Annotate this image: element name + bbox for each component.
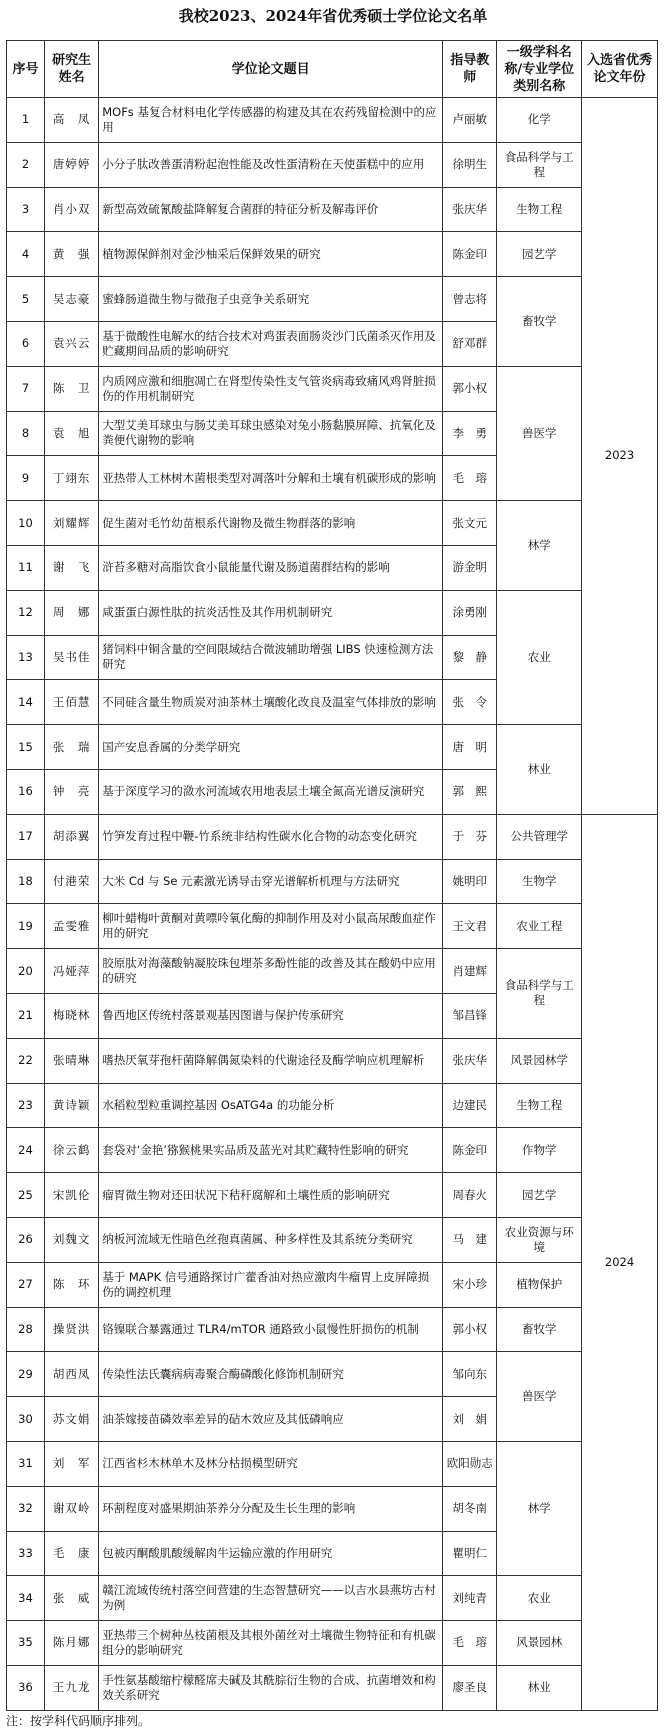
student-name: 谢双岭 — [44, 1486, 98, 1531]
row-index: 26 — [7, 1217, 45, 1262]
advisor-name: 黎 静 — [443, 635, 497, 680]
row-index: 2 — [7, 142, 45, 187]
thesis-title: 亚热带三个树种丛枝菌根及其根外菌丝对土壤微生物特征和有机碳组分的影响研究 — [99, 1621, 443, 1666]
student-name: 陈 卫 — [44, 366, 98, 411]
student-name: 张晴琳 — [44, 1038, 98, 1083]
row-index: 35 — [7, 1621, 45, 1666]
row-index: 32 — [7, 1486, 45, 1531]
col-header-index: 序号 — [7, 41, 45, 98]
row-index: 23 — [7, 1083, 45, 1128]
row-index: 24 — [7, 1128, 45, 1173]
row-index: 20 — [7, 949, 45, 994]
row-index: 16 — [7, 769, 45, 814]
row-index: 29 — [7, 1352, 45, 1397]
thesis-title: 基于 MAPK 信号通路探讨广藿香油对热应激肉牛瘤胃上皮屏障损伤的调控机理 — [99, 1262, 443, 1307]
thesis-title: 鲁西地区传统村落景观基因图谱与保护传承研究 — [99, 993, 443, 1038]
row-index: 30 — [7, 1397, 45, 1442]
page-title: 我校2023、2024年省优秀硕士学位论文名单 — [178, 7, 488, 25]
thesis-title: 传染性法氏囊病病毒聚合酶磷酸化修饰机制研究 — [99, 1352, 443, 1397]
thesis-title: 亚热带人工林树木菌根类型对凋落叶分解和土壤有机碳形成的影响 — [99, 456, 443, 501]
discipline-cell: 植物保护 — [497, 1262, 582, 1307]
table-row — [7, 1665, 658, 1710]
discipline-cell: 生物学 — [497, 859, 582, 904]
student-name: 丁翊东 — [44, 456, 98, 501]
table-row — [7, 1441, 658, 1486]
thesis-title: 植物源保鲜剂对金沙柚采后保鲜效果的研究 — [99, 232, 443, 277]
thesis-title: 铬镍联合暴露通过 TLR4/mTOR 通路致小鼠慢性肝损伤的机制 — [99, 1307, 443, 1352]
advisor-name: 李 勇 — [443, 411, 497, 456]
thesis-title: 水稻粒型粒重调控基因 OsATG4a 的功能分析 — [99, 1083, 443, 1128]
table-row — [7, 859, 658, 904]
student-name: 高 凤 — [44, 98, 98, 143]
advisor-name: 边建民 — [443, 1083, 497, 1128]
col-header-year: 入选省优秀论文年份 — [582, 41, 658, 98]
table-row — [7, 1038, 658, 1083]
thesis-title: 手性氨基酸缩柠檬醛席夫碱及其酰腙衍生物的合成、抗菌增效和构效关系研究 — [99, 1665, 443, 1710]
discipline-cell: 兽医学 — [497, 366, 582, 500]
student-name: 陈月娜 — [44, 1621, 98, 1666]
advisor-name: 廖圣良 — [443, 1665, 497, 1710]
student-name: 陈 环 — [44, 1262, 98, 1307]
thesis-title: 环割程度对盛果期油茶养分分配及生长生理的影响 — [99, 1486, 443, 1531]
discipline-cell: 生物工程 — [497, 1083, 582, 1128]
student-name: 胡添翼 — [44, 814, 98, 859]
thesis-title: 浒苔多糖对高脂饮食小鼠能量代谢及肠道菌群结构的影响 — [99, 545, 443, 590]
student-name: 付港荣 — [44, 859, 98, 904]
thesis-title: 瘤胃微生物对还田状况下秸秆腐解和土壤性质的影响研究 — [99, 1173, 443, 1218]
row-index: 7 — [7, 366, 45, 411]
row-index: 6 — [7, 321, 45, 366]
table-row — [7, 366, 658, 411]
thesis-table — [6, 40, 658, 1711]
row-index: 1 — [7, 98, 45, 143]
advisor-name: 陈金印 — [443, 232, 497, 277]
student-name: 黄 强 — [44, 232, 98, 277]
row-index: 22 — [7, 1038, 45, 1083]
table-row — [7, 1173, 658, 1218]
discipline-cell: 畜牧学 — [497, 277, 582, 367]
student-name: 冯娅萍 — [44, 949, 98, 994]
row-index: 4 — [7, 232, 45, 277]
student-name: 毛 康 — [44, 1531, 98, 1576]
advisor-name: 刘纯青 — [443, 1576, 497, 1621]
row-index: 27 — [7, 1262, 45, 1307]
row-index: 9 — [7, 456, 45, 501]
student-name: 刘魏文 — [44, 1217, 98, 1262]
table-row — [7, 1307, 658, 1352]
advisor-name: 郭 熙 — [443, 769, 497, 814]
row-index: 36 — [7, 1665, 45, 1710]
col-header-advisor: 指导教师 — [443, 41, 497, 98]
table-row — [7, 1576, 658, 1621]
student-name: 王佰慧 — [44, 680, 98, 725]
row-index: 18 — [7, 859, 45, 904]
thesis-title: 江西省杉木林单木及林分枯损模型研究 — [99, 1441, 443, 1486]
row-index: 19 — [7, 904, 45, 949]
discipline-cell: 园艺学 — [497, 232, 582, 277]
thesis-title: 新型高效硫氰酸盐降解复合菌群的特征分析及解毒评价 — [99, 187, 443, 232]
row-index: 13 — [7, 635, 45, 680]
discipline-cell: 农业工程 — [497, 904, 582, 949]
col-header-name: 研究生姓名 — [44, 41, 98, 98]
advisor-name: 涂勇刚 — [443, 590, 497, 635]
col-header-discipline: 一级学科名称/专业学位类别名称 — [497, 41, 582, 98]
thesis-title: MOFs 基复合材料电化学传感器的构建及其在农药残留检测中的应用 — [99, 98, 443, 143]
table-row — [7, 949, 658, 994]
row-index: 8 — [7, 411, 45, 456]
student-name: 梅晓林 — [44, 993, 98, 1038]
advisor-name: 张庆华 — [443, 1038, 497, 1083]
row-index: 33 — [7, 1531, 45, 1576]
advisor-name: 肖建辉 — [443, 949, 497, 994]
student-name: 周 娜 — [44, 590, 98, 635]
thesis-title: 包被丙酮酸肌酸缓解肉牛运输应激的作用研究 — [99, 1531, 443, 1576]
discipline-cell: 生物工程 — [497, 187, 582, 232]
table-row — [7, 590, 658, 635]
year-cell: 2023 — [582, 98, 658, 815]
advisor-name: 于 芬 — [443, 814, 497, 859]
thesis-title: 大型艾美耳球虫与肠艾美耳球虫感染对兔小肠黏膜屏障、抗氧化及粪便代谢物的影响 — [99, 411, 443, 456]
advisor-name: 刘 娟 — [443, 1397, 497, 1442]
thesis-title: 猪饲料中铜含量的空间限域结合微波辅助增强 LIBS 快速检测方法研究 — [99, 635, 443, 680]
advisor-name: 郭小权 — [443, 1307, 497, 1352]
table-row — [7, 232, 658, 277]
row-index: 34 — [7, 1576, 45, 1621]
table-row — [7, 1621, 658, 1666]
thesis-title: 蜜蜂肠道微生物与微孢子虫竞争关系研究 — [99, 277, 443, 322]
student-name: 王九龙 — [44, 1665, 98, 1710]
advisor-name: 陈金印 — [443, 1128, 497, 1173]
thesis-title: 套袋对‘金艳’猕猴桃果实品质及蓝光对其贮藏特性影响的研究 — [99, 1128, 443, 1173]
discipline-cell: 风景园林学 — [497, 1038, 582, 1083]
student-name: 袁兴云 — [44, 321, 98, 366]
advisor-name: 胡冬南 — [443, 1486, 497, 1531]
thesis-title: 促生菌对毛竹幼苗根系代谢物及微生物群落的影响 — [99, 501, 443, 546]
row-index: 5 — [7, 277, 45, 322]
row-index: 11 — [7, 545, 45, 590]
student-name: 唐婷婷 — [44, 142, 98, 187]
thesis-title: 基于深度学习的潋水河流域农用地表层土壤全氮高光谱反演研究 — [99, 769, 443, 814]
thesis-title: 胶原肽对海藻酸钠凝胶珠包埋茶多酚性能的改善及其在酸奶中应用的研究 — [99, 949, 443, 994]
thesis-title: 不同硅含量生物质炭对油茶林土壤酸化改良及温室气体排放的影响 — [99, 680, 443, 725]
student-name: 胡西凤 — [44, 1352, 98, 1397]
advisor-name: 马 建 — [443, 1217, 497, 1262]
thesis-title: 基于微酸性电解水的结合技术对鸡蛋表面肠炎沙门氏菌杀灭作用及贮藏期间品质的影响研究 — [99, 321, 443, 366]
discipline-cell: 农业 — [497, 590, 582, 724]
advisor-name: 姚明印 — [443, 859, 497, 904]
advisor-name: 曾志将 — [443, 277, 497, 322]
table-row — [7, 187, 658, 232]
table-row — [7, 1128, 658, 1173]
discipline-cell: 农业 — [497, 1576, 582, 1621]
thesis-title: 纳板河流域无性暗色丝孢真菌属、种多样性及其系统分类研究 — [99, 1217, 443, 1262]
student-name: 刘耀辉 — [44, 501, 98, 546]
advisor-name: 张文元 — [443, 501, 497, 546]
discipline-cell: 农业资源与环境 — [497, 1217, 582, 1262]
advisor-name: 唐 明 — [443, 725, 497, 770]
thesis-title: 油茶嫁接苗磷效率差异的砧木效应及其低磷响应 — [99, 1397, 443, 1442]
table-body — [7, 98, 658, 1711]
student-name: 肖小双 — [44, 187, 98, 232]
student-name: 吴书佳 — [44, 635, 98, 680]
advisor-name: 毛 瑢 — [443, 456, 497, 501]
table-row — [7, 725, 658, 770]
row-index: 12 — [7, 590, 45, 635]
col-header-title: 学位论文题目 — [99, 41, 443, 98]
thesis-title: 国产安息香属的分类学研究 — [99, 725, 443, 770]
row-index: 21 — [7, 993, 45, 1038]
student-name: 谢 飞 — [44, 545, 98, 590]
thesis-title: 内质网应激和细胞凋亡在肾型传染性支气管炎病毒致痛风鸡肾脏损伤的作用机制研究 — [99, 366, 443, 411]
discipline-cell: 畜牧学 — [497, 1307, 582, 1352]
advisor-name: 周春火 — [443, 1173, 497, 1218]
discipline-cell: 林业 — [497, 1665, 582, 1710]
thesis-title: 嗜热厌氧芽孢杆菌降解偶氮染料的代谢途径及酶学响应机理解析 — [99, 1038, 443, 1083]
student-name: 黄诗颖 — [44, 1083, 98, 1128]
discipline-cell: 林业 — [497, 725, 582, 815]
discipline-cell: 林学 — [497, 501, 582, 591]
student-name: 刘 军 — [44, 1441, 98, 1486]
row-index: 14 — [7, 680, 45, 725]
table-row — [7, 501, 658, 546]
advisor-name: 卢丽敏 — [443, 98, 497, 143]
table-row — [7, 98, 658, 143]
table-row — [7, 1083, 658, 1128]
student-name: 徐云鹤 — [44, 1128, 98, 1173]
discipline-cell: 林学 — [497, 1441, 582, 1575]
advisor-name: 张 令 — [443, 680, 497, 725]
advisor-name: 徐明生 — [443, 142, 497, 187]
row-index: 31 — [7, 1441, 45, 1486]
student-name: 钟 亮 — [44, 769, 98, 814]
advisor-name: 张庆华 — [443, 187, 497, 232]
discipline-cell: 食品科学与工程 — [497, 949, 582, 1039]
discipline-cell: 兽医学 — [497, 1352, 582, 1442]
advisor-name: 游金明 — [443, 545, 497, 590]
advisor-name: 毛 瑢 — [443, 1621, 497, 1666]
table-row — [7, 904, 658, 949]
table-row — [7, 1352, 658, 1397]
student-name: 张 瑞 — [44, 725, 98, 770]
footnote: 注：按学科代码顺序排列。 — [6, 1714, 151, 1728]
thesis-title: 咸蛋蛋白源性肽的抗炎活性及其作用机制研究 — [99, 590, 443, 635]
advisor-name: 宋小珍 — [443, 1262, 497, 1307]
advisor-name: 王文君 — [443, 904, 497, 949]
row-index: 15 — [7, 725, 45, 770]
advisor-name: 邹向东 — [443, 1352, 497, 1397]
row-index: 28 — [7, 1307, 45, 1352]
year-cell: 2024 — [582, 814, 658, 1710]
discipline-cell: 化学 — [497, 98, 582, 143]
thesis-title: 大米 Cd 与 Se 元素激光诱导击穿光谱解析机理与方法研究 — [99, 859, 443, 904]
table-row — [7, 277, 658, 322]
student-name: 吴志豪 — [44, 277, 98, 322]
row-index: 10 — [7, 501, 45, 546]
advisor-name: 瞿明仁 — [443, 1531, 497, 1576]
discipline-cell: 食品科学与工程 — [497, 142, 582, 187]
thesis-title: 竹笋发育过程中鞭-竹系统非结构性碳水化合物的动态变化研究 — [99, 814, 443, 859]
table-row — [7, 1262, 658, 1307]
student-name: 苏文娟 — [44, 1397, 98, 1442]
row-index: 3 — [7, 187, 45, 232]
table-row — [7, 814, 658, 859]
advisor-name: 郭小权 — [443, 366, 497, 411]
header-row — [7, 41, 658, 98]
student-name: 孟雯雅 — [44, 904, 98, 949]
row-index: 17 — [7, 814, 45, 859]
discipline-cell: 作物学 — [497, 1128, 582, 1173]
discipline-cell: 园艺学 — [497, 1173, 582, 1218]
advisor-name: 舒邓群 — [443, 321, 497, 366]
advisor-name: 欧阳勋志 — [443, 1441, 497, 1486]
discipline-cell: 风景园林 — [497, 1621, 582, 1666]
discipline-cell: 公共管理学 — [497, 814, 582, 859]
student-name: 操贤洪 — [44, 1307, 98, 1352]
table-row — [7, 1217, 658, 1262]
thesis-title: 小分子肽改善蛋清粉起泡性能及改性蛋清粉在天使蛋糕中的应用 — [99, 142, 443, 187]
advisor-name: 邹昌锋 — [443, 993, 497, 1038]
row-index: 25 — [7, 1173, 45, 1218]
thesis-title: 柳叶蜡梅叶黄酮对黄嘌呤氧化酶的抑制作用及对小鼠高尿酸血症作用的研究 — [99, 904, 443, 949]
student-name: 张 威 — [44, 1576, 98, 1621]
student-name: 宋凯伦 — [44, 1173, 98, 1218]
thesis-title: 赣江流域传统村落空间营建的生态智慧研究——以吉水县燕坊古村为例 — [99, 1576, 443, 1621]
table-row — [7, 142, 658, 187]
student-name: 袁 旭 — [44, 411, 98, 456]
